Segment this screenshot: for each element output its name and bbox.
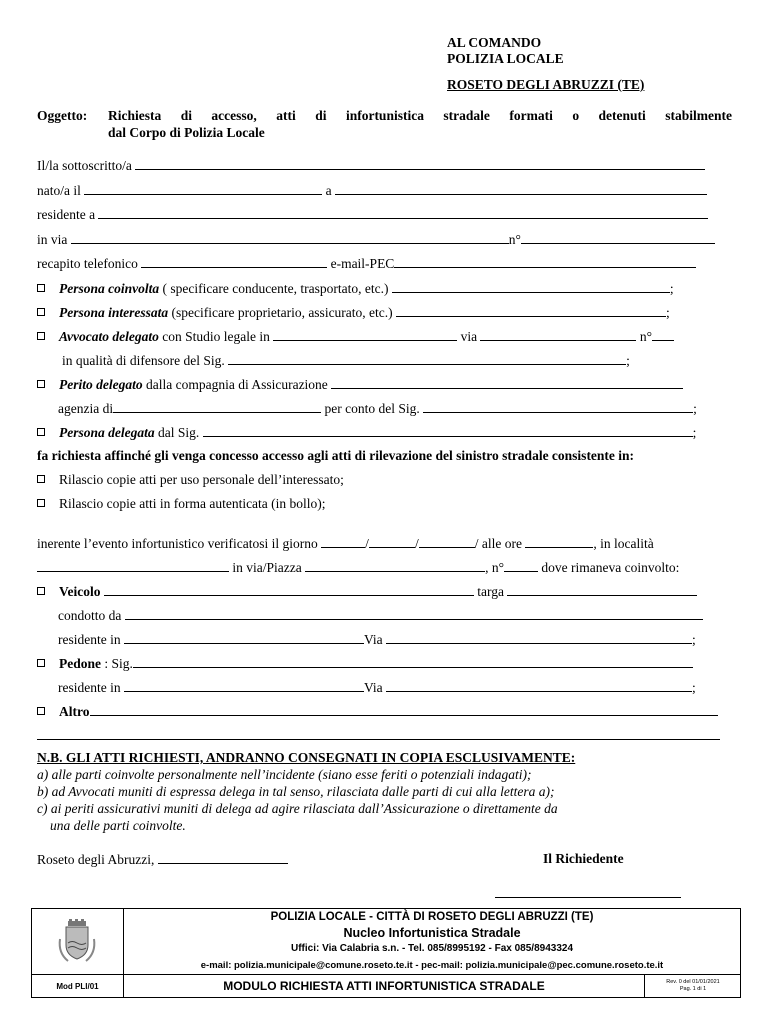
footer-emails: e-mail: polizia.municipale@comune.roseto.te.it - pec-mail: polizia.municipale@pec.comune.roseto.te.it: [200, 960, 664, 971]
pedestrian-street-field[interactable]: [386, 679, 692, 692]
footer-page: Pag. 1 di 1: [679, 986, 707, 992]
on-behalf-field[interactable]: [423, 400, 693, 413]
option-pedone: Pedone : Sig.: [37, 655, 693, 672]
email-pec-field[interactable]: [394, 255, 696, 268]
row-sottoscritto: Il/la sottoscritto/a: [37, 157, 705, 174]
footer-unit: Nucleo Infortunistica Stradale: [343, 926, 521, 940]
footer-org: POLIZIA LOCALE - CITTÀ DI ROSETO DEGLI ABRUZZI (TE): [270, 911, 594, 923]
option-avvocato-delegato: Avvocato delegato con Studio legale in via n°: [37, 328, 674, 345]
footer-logo-cell: [32, 909, 124, 974]
row-residente: residente a: [37, 206, 708, 223]
studio-street-field[interactable]: [480, 328, 636, 341]
agency-field[interactable]: [113, 400, 321, 413]
municipal-crest-icon: [32, 909, 123, 974]
closing-place: Roseto degli Abruzzi,: [37, 851, 288, 868]
request-option-1: Rilascio copie atti per uso personale dell’interessato;: [37, 472, 344, 488]
nb-item-c-continued: una delle parti coinvolte.: [50, 818, 186, 833]
footer-revision-cell: [644, 975, 741, 997]
checkbox-copie-uso-personale[interactable]: [37, 475, 45, 483]
footer-form-title: MODULO RICHIESTA ATTI INFORTUNISTICA STRADALE: [223, 979, 545, 993]
option-persona-delegata: Persona delegata dal Sig. ;: [37, 424, 696, 441]
checkbox-altro[interactable]: [37, 707, 45, 715]
event-street-field[interactable]: [305, 559, 485, 572]
subject-text-2: dal Corpo di Polizia Locale: [108, 125, 265, 140]
phone-field[interactable]: [141, 255, 327, 268]
event-locality-field[interactable]: [37, 559, 229, 572]
option-persona-coinvolta: Persona coinvolta ( specificare conducente, trasportato, etc.) ;: [37, 280, 674, 297]
coinvolta-field[interactable]: [392, 280, 670, 293]
recipient-line-1: AL COMANDO: [447, 35, 542, 50]
footer-info-cell: [124, 909, 740, 975]
delegata-field[interactable]: [203, 424, 693, 437]
checkbox-pedone[interactable]: [37, 659, 45, 667]
event-number-field[interactable]: [504, 559, 538, 572]
pedestrian-residence-field[interactable]: [124, 679, 364, 692]
nb-item-c: c) ai periti assicurativi muniti di delega ad agire rilasciata dall’Assicurazione o direttamente da: [37, 801, 558, 816]
checkbox-perito-delegato[interactable]: [37, 380, 45, 388]
row-nato: nato/a il a: [37, 182, 707, 199]
studio-city-field[interactable]: [273, 328, 457, 341]
row-event-place: in via/Piazza , n° dove rimaneva coinvolto:: [37, 559, 679, 576]
signer-label: Il Richiedente: [543, 851, 624, 866]
checkbox-persona-delegata[interactable]: [37, 428, 45, 436]
vehicle-field[interactable]: [104, 583, 474, 596]
birth-date-field[interactable]: [84, 182, 322, 195]
difensore-field[interactable]: [228, 352, 626, 365]
request-option-2: Rilascio copie atti in forma autenticata (in bollo);: [37, 496, 326, 512]
row-pedestrian-residence: residente in Via ;: [58, 680, 696, 695]
row-via: in via n°: [37, 231, 715, 248]
nb-heading: N.B. GLI ATTI RICHIESTI, ANDRANNO CONSEGNATI IN COPIA ESCLUSIVAMENTE:: [37, 750, 576, 765]
recipient-line-2: POLIZIA LOCALE: [447, 51, 564, 66]
event-year-field[interactable]: [419, 535, 475, 548]
nb-item-a: a) alle parti coinvolte personalmente nell’incidente (siano esse feriti o potenziali indagati);: [37, 767, 532, 782]
request-heading: fa richiesta affinché gli venga concesso accesso agli atti di rilevazione del sinistro stradale consistente in:: [37, 448, 635, 463]
other-field-continued[interactable]: [37, 739, 720, 740]
subject-text-1: Richiesta di accesso, atti di infortunistica stradale formati o detenuti stabilmente: [108, 108, 732, 123]
footer-box: [31, 908, 741, 998]
row-vehicle-residence: residente in Via ;: [58, 632, 696, 647]
recipient-line-3: ROSETO DEGLI ABRUZZI (TE): [447, 77, 645, 92]
checkbox-copie-autenticate[interactable]: [37, 499, 45, 507]
event-month-field[interactable]: [369, 535, 415, 548]
vehicle-residence-field[interactable]: [124, 631, 364, 644]
date-field[interactable]: [158, 851, 288, 864]
checkbox-avvocato-delegato[interactable]: [37, 332, 45, 340]
birth-place-field[interactable]: [335, 182, 707, 195]
row-agenzia: agenzia di per conto del Sig. ;: [58, 401, 697, 416]
row-event-date: inerente l’evento infortunistico verificatosi il giorno / / / alle ore , in località: [37, 536, 654, 551]
interessata-field[interactable]: [396, 304, 666, 317]
row-difensore: in qualità di difensore del Sig. ;: [62, 353, 630, 368]
driver-field[interactable]: [125, 607, 703, 620]
option-perito-delegato: Perito delegato dalla compagnia di Assicurazione: [37, 376, 683, 393]
footer-mod-code: Mod PLI/01: [32, 974, 124, 998]
option-persona-interessata: Persona interessata (specificare proprietario, assicurato, etc.) ;: [37, 304, 670, 321]
event-time-field[interactable]: [525, 535, 593, 548]
option-altro: Altro: [37, 703, 718, 720]
footer-offices: Uffici: Via Calabria s.n. - Tel. 085/8995192 - Fax 085/8943324: [290, 943, 574, 954]
sottoscritto-field[interactable]: [135, 157, 705, 170]
street-number-field[interactable]: [521, 231, 715, 244]
insurance-company-field[interactable]: [331, 376, 683, 389]
row-condotto: condotto da: [58, 607, 703, 624]
nb-item-b: b) ad Avvocati muniti di espressa delega in tal senso, rilasciata dalle parti di cui alla lettera a);: [37, 784, 555, 799]
row-contacts: recapito telefonico e-mail-PEC: [37, 255, 696, 272]
residence-field[interactable]: [98, 206, 708, 219]
plate-field[interactable]: [507, 583, 697, 596]
studio-number-field[interactable]: [652, 328, 674, 341]
other-field[interactable]: [90, 703, 718, 716]
vehicle-street-field[interactable]: [386, 631, 692, 644]
option-veicolo: Veicolo targa: [37, 583, 697, 600]
event-day-field[interactable]: [321, 535, 365, 548]
subject-label: Oggetto:: [37, 108, 88, 123]
signature-field[interactable]: [495, 897, 681, 898]
checkbox-persona-interessata[interactable]: [37, 308, 45, 316]
footer-revision: Rev. 0 del 01/01/2021: [666, 979, 720, 985]
pedestrian-field[interactable]: [133, 655, 693, 668]
checkbox-veicolo[interactable]: [37, 587, 45, 595]
street-field[interactable]: [71, 231, 509, 244]
checkbox-persona-coinvolta[interactable]: [37, 284, 45, 292]
